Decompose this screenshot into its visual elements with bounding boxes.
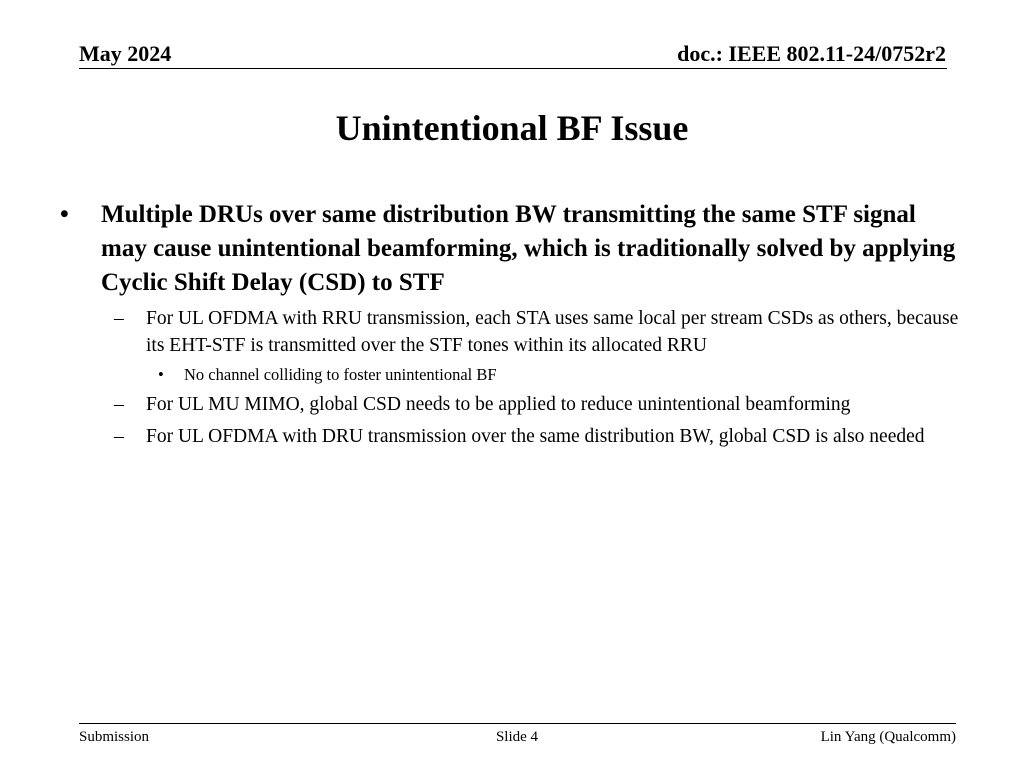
bullet-level1 bbox=[60, 198, 965, 300]
dash-marker: – bbox=[114, 308, 124, 329]
bullet-text: For UL MU MIMO, global CSD needs to be applied to reduce unintentional beamforming bbox=[146, 394, 851, 415]
bullet-text: For UL OFDMA with RRU transmission, each STA uses same local per stream CSDs as others, because its EHT-STF is transmitted over the STF tones within its allocated RRU bbox=[146, 308, 959, 356]
slide-body bbox=[60, 198, 965, 450]
slide-title: Unintentional BF Issue bbox=[335, 108, 689, 148]
footer-author: Lin Yang (Qualcomm) bbox=[820, 729, 956, 745]
header-divider bbox=[79, 68, 947, 69]
bullet-level2-mu-mimo bbox=[60, 391, 965, 418]
header-date: May 2024 bbox=[79, 41, 172, 66]
bullet-text: No channel colliding to foster unintentional BF bbox=[184, 365, 497, 384]
footer-submission: Submission bbox=[79, 729, 150, 745]
bullet-text: For UL OFDMA with DRU transmission over the same distribution BW, global CSD is also needed bbox=[146, 426, 925, 447]
header-doc-number: doc.: IEEE 802.11-24/0752r2 bbox=[677, 41, 946, 66]
bullet-level2-dru bbox=[60, 423, 965, 450]
footer-slide-number: Slide 4 bbox=[495, 729, 539, 745]
dash-marker: – bbox=[114, 394, 124, 415]
dash-marker: – bbox=[114, 426, 124, 447]
bullet-marker: • bbox=[158, 365, 164, 384]
bullet-level2-rru bbox=[60, 305, 965, 359]
bullet-level3 bbox=[60, 364, 965, 386]
bullet-text: Multiple DRUs over same distribution BW transmitting the same STF signal may cause unintentional beamforming, which is traditionally solved by applying Cyclic Shift Delay (CSD) to STF bbox=[101, 201, 956, 296]
footer-divider bbox=[79, 723, 956, 724]
bullet-marker: • bbox=[60, 201, 69, 228]
